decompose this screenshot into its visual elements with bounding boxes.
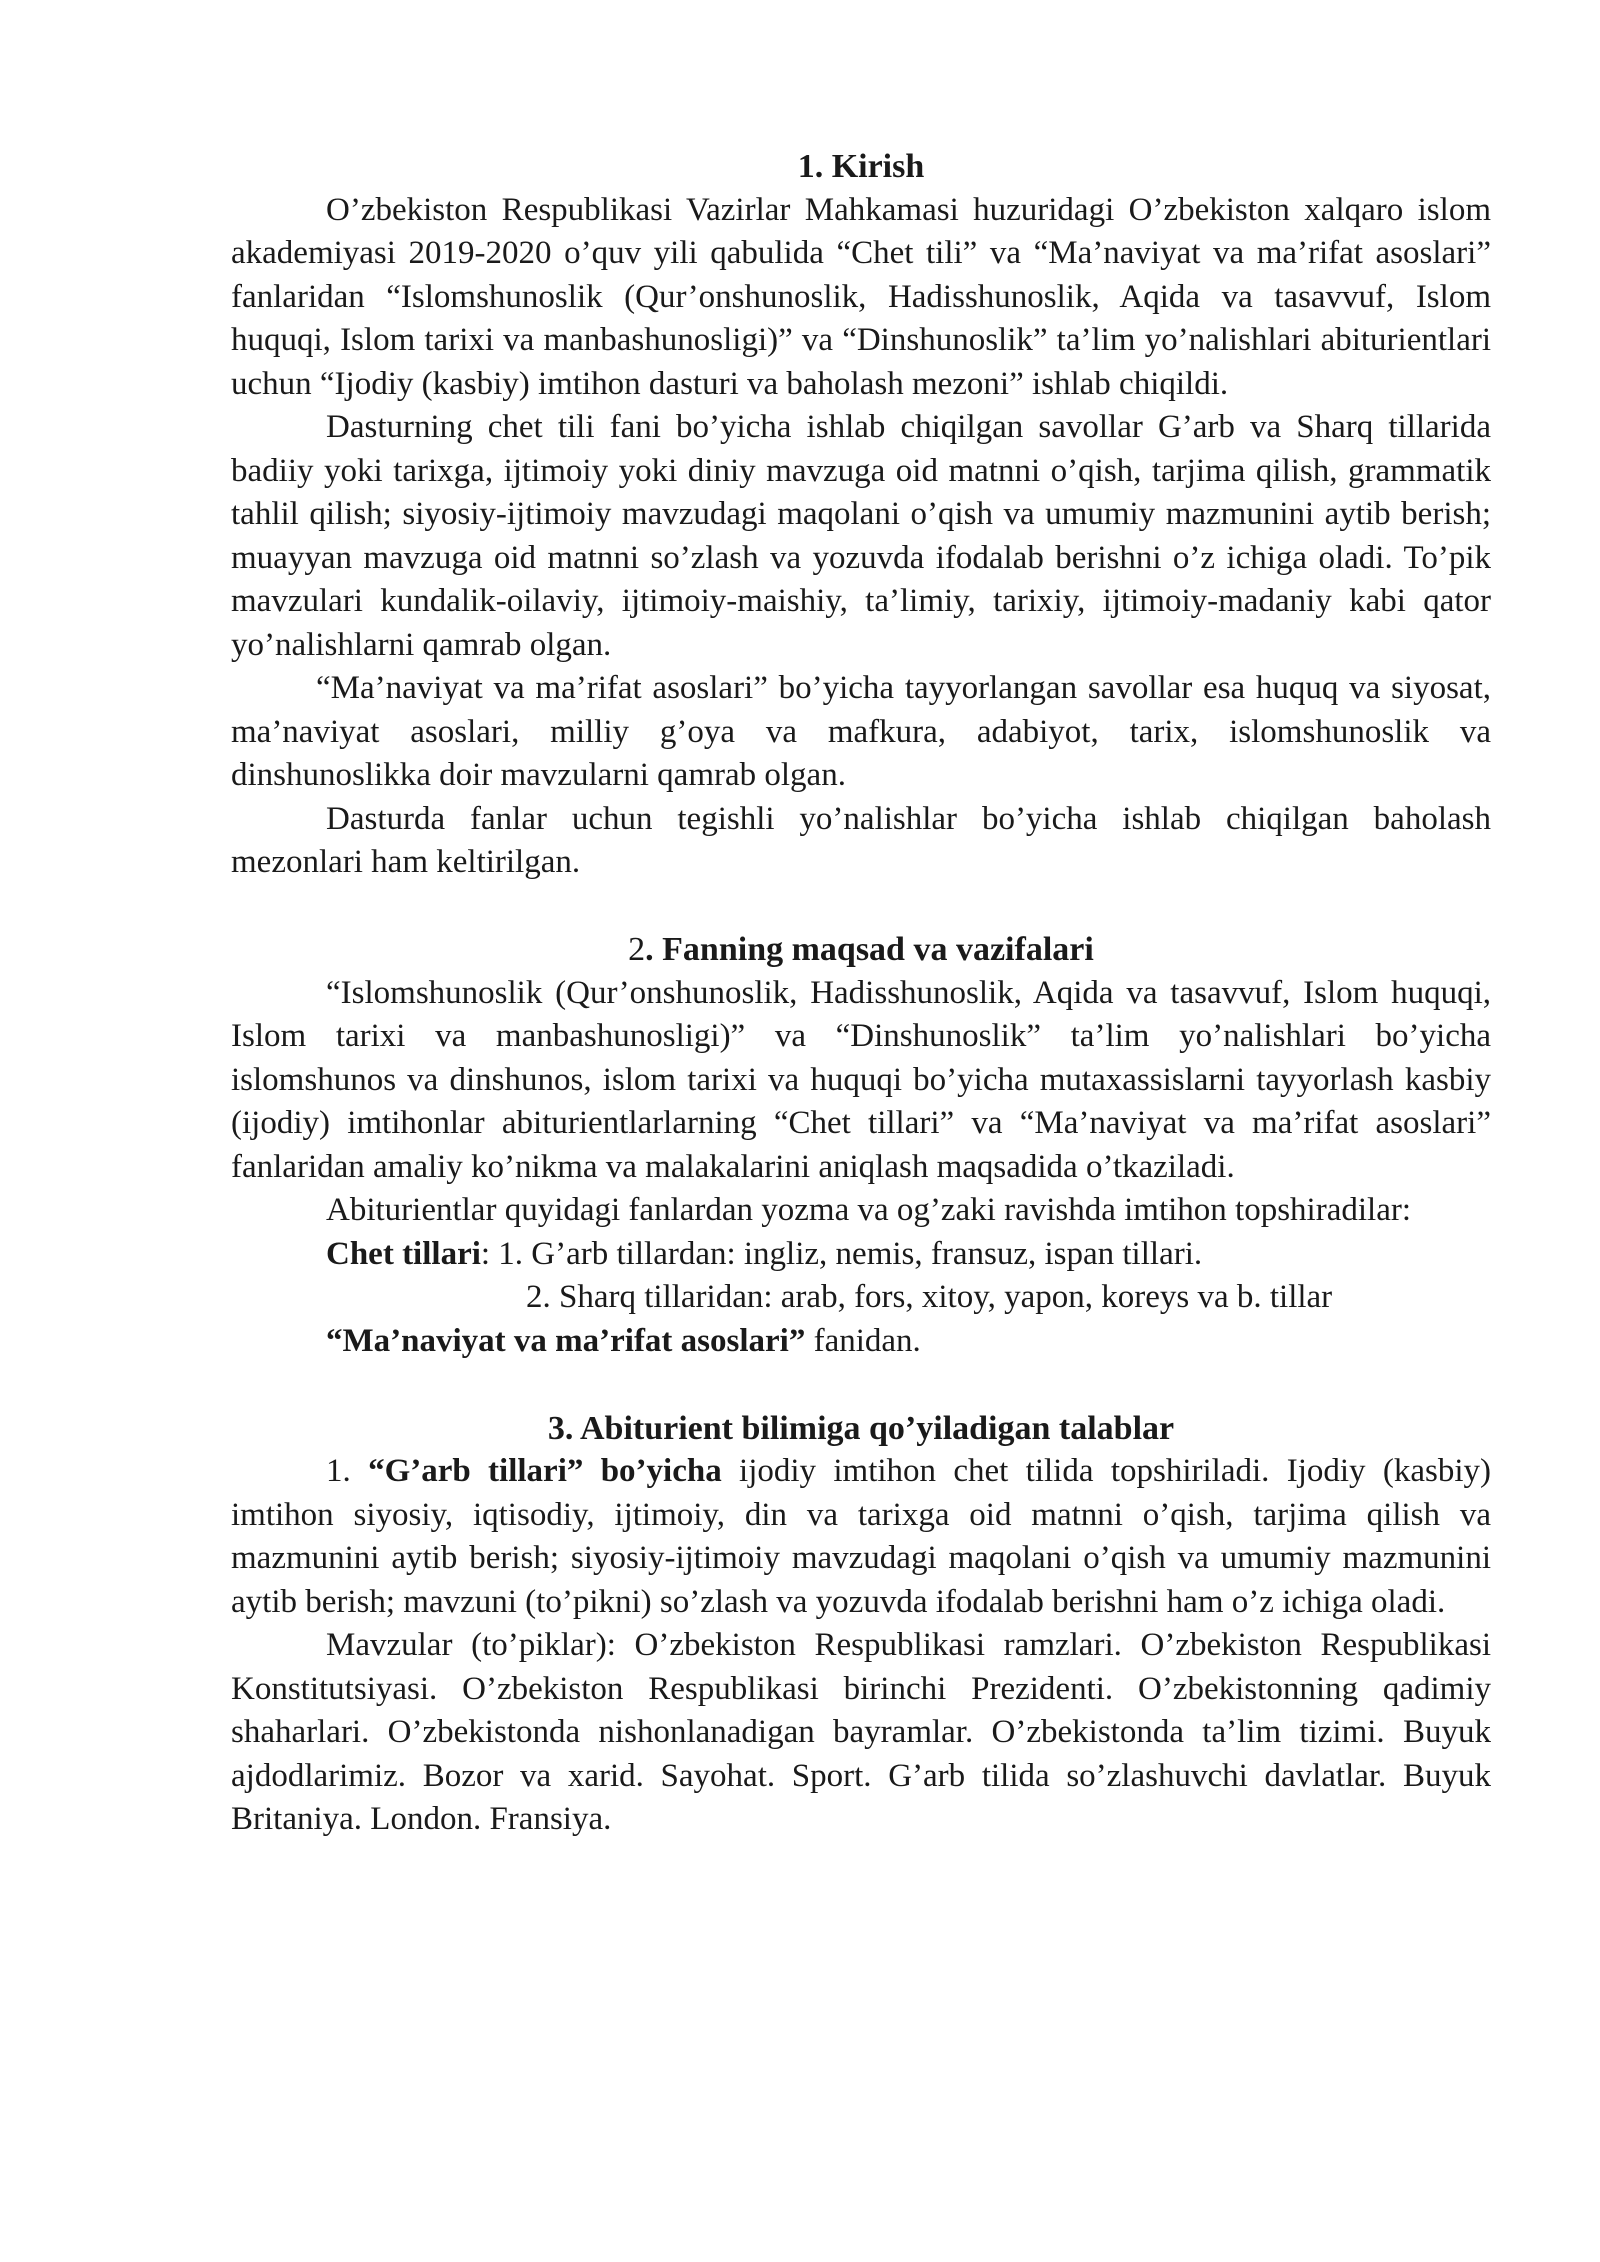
section-3-heading: 3. Abiturient bilimiga qo’yiladigan talablar <box>547 1409 1175 1447</box>
section-2-paragraph-1: “Islomshunoslik (Qur’onshunoslik, Hadisshunoslik, Aqida va tasavvuf, Islom huquqi, Islom tarixi va manbashunosligi)” va “Dinshunoslik” ta’lim yo’nalishlari bo’yicha islomshunos va dinshunos, islom tarixi va huquqi bo’yicha mutaxassislarni tayyorlash kasbiy (ijodiy) imtihonlar abiturientlarlarning “Chet tillari” va “Ma’naviyat va ma’rifat asoslari” fanlaridan amaliy ko’nikma va malakalarini aniqlash maqsadida o’tkaziladi. <box>231 974 1491 1185</box>
section-1-paragraph-3: “Ma’naviyat va ma’rifat asoslari” bo’yicha tayyorlangan savollar esa huquq va siyosat, ma’naviyat asoslari, milliy g’oya va mafkura, adabiyot, tarix, islomshunoslik va dinshunoslikka doir mavzularni qamrab olgan. <box>231 670 1491 793</box>
section-2-heading <box>231 928 1491 972</box>
document-page <box>231 145 1491 1842</box>
foreign-languages-line-1 <box>231 1233 1491 1277</box>
western-languages-item: : 1. G’arb tillardan: ingliz, nemis, fransuz, ispan tillari. <box>480 1235 1203 1272</box>
spirituality-subject-rest: fanidan. <box>805 1322 921 1359</box>
spirituality-subject-line <box>231 1320 1491 1364</box>
section-2-paragraph-2: Abiturientlar quyidagi fanlardan yozma va og’zaki ravishda imtihon topshiradilar: <box>326 1192 1412 1228</box>
section-3-paragraph-1-text: ijodiy imtihon chet tilida topshiriladi. Ijodiy (kasbiy) imtihon siyosiy, iqtisodiy, ijtimoiy, din va tarixga oid matnni o’qish, tarjima qilish va mazmunini aytib berish; siyosiy-ijtimoiy mavzudagi maqolani o’qish va umumiy mazmunini aytib berish; mavzuni (to’pikni) so’zlash va yozuvda ifodalab berishni ham o’z ichiga oladi. <box>231 1453 1492 1620</box>
spacer <box>231 1363 1491 1407</box>
section-3-paragraph-1 <box>231 1450 1491 1624</box>
spirituality-subject-title: “Ma’naviyat va ma’rifat asoslari” <box>326 1322 806 1359</box>
section-2-heading-number: 2 <box>628 931 646 968</box>
western-languages-heading: “G’arb tillari” bo’yicha <box>368 1453 722 1489</box>
foreign-languages-label: Chet tillari <box>326 1235 481 1272</box>
section-2-heading-text: . Fanning maqsad va vazifalari <box>645 931 1094 968</box>
section-1-heading: 1. Kirish <box>797 148 925 185</box>
section-1-paragraph-1: O’zbekiston Respublikasi Vazirlar Mahkamasi huzuridagi O’zbekiston xalqaro islom akademiyasi 2019-2020 o’quv yili qabulida “Chet tili” va “Ma’naviyat va ma’rifat asoslari” fanlaridan “Islomshunoslik (Qur’onshunoslik, Hadisshunoslik, Aqida va tasavvuf, Islom huquqi, Islom tarixi va manbashunosligi)” va “Dinshunoslik” ta’lim yo’nalishlari abiturientlari uchun “Ijodiy (kasbiy) imtihon dasturi va baholash mezoni” ishlab chiqildi. <box>231 191 1491 402</box>
spacer <box>231 885 1491 929</box>
section-1-paragraph-4: Dasturda fanlar uchun tegishli yo’nalishlar bo’yicha ishlab chiqilgan baholash mezonlari ham keltirilgan. <box>231 800 1491 880</box>
eastern-languages-item: 2. Sharq tillaridan: arab, fors, xitoy, yapon, koreys va b. tillar <box>526 1279 1333 1315</box>
section-3-paragraph-2: Mavzular (to’piklar): O’zbekiston Respublikasi ramzlari. O’zbekiston Respublikasi Konstitutsiyasi. O’zbekiston Respublikasi birinchi Prezidenti. O’zbekistonning qadimiy shaharlari. O’zbekistonda nishonlanadigan bayramlar. O’zbekistonda ta’lim tizimi. Buyuk ajdodlarimiz. Bozor va xarid. Sayohat. Sport. G’arb tilida so’zlashuvchi davlatlar. Buyuk Britaniya. London. Fransiya. <box>231 1627 1491 1837</box>
section-3-item-number: 1. <box>326 1453 369 1489</box>
section-1-paragraph-2: Dasturning chet tili fani bo’yicha ishlab chiqilgan savollar G’arb va Sharq tillarida badiiy yoki tarixga, ijtimoiy yoki diniy mavzuga oid matnni o’qish, tarjima qilish, grammatik tahlil qilish; siyosiy-ijtimoiy mavzudagi maqolani o’qish va umumiy mazmunini aytib berish; muayyan mavzuga oid matnni so’zlash va yozuvda ifodalab berishni o’z ichiga oladi. To’pik mavzulari kundalik-oilaviy, ijtimoiy-maishiy, ta’limiy, tarixiy, ijtimoiy-madaniy kabi qator yo’nalishlarni qamrab olgan. <box>231 409 1491 663</box>
